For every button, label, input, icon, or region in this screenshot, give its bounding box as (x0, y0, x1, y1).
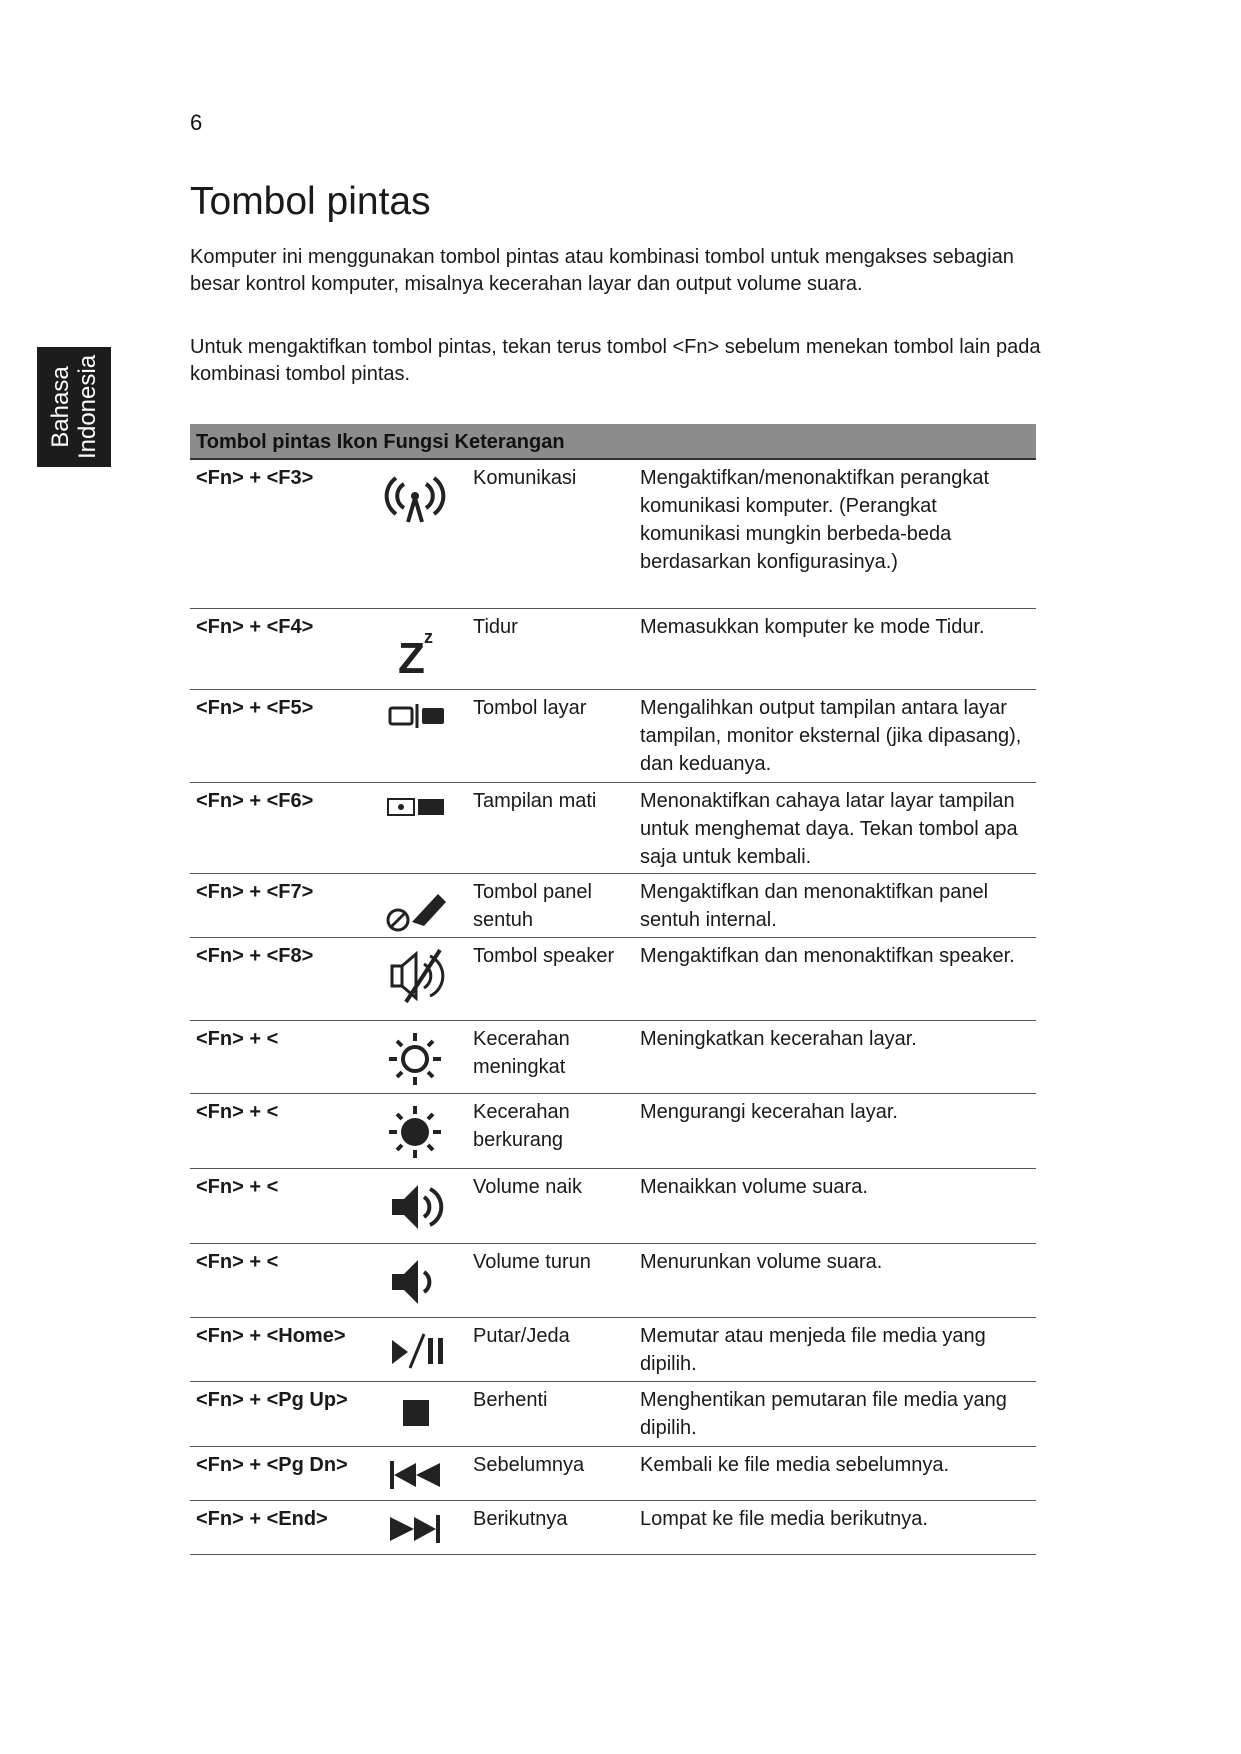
row-key: <Fn> + <F4> (196, 616, 314, 638)
display-switch-icon (380, 698, 450, 758)
row-function: Tombol panel sentuh (473, 881, 592, 931)
play-pause-icon (380, 1326, 450, 1386)
instruction-paragraph: Untuk mengaktifkan tombol pintas, tekan terus tombol <Fn> sebelum menekan tombol lain pada kombinasi tombol pintas. (190, 336, 1041, 385)
table-row (190, 1318, 1036, 1382)
row-description: Mengaktifkan dan menonaktifkan speaker. (640, 945, 1015, 967)
row-description: Meningkatkan kecerahan layar. (640, 1028, 917, 1050)
language-side-tab (37, 347, 111, 467)
brightness-up-icon (380, 1029, 450, 1089)
table-row (190, 1501, 1036, 1555)
row-description: Mengaktifkan dan menonaktifkan panel sentuh internal. (640, 881, 989, 931)
table-row (190, 783, 1036, 874)
row-function: Tidur (473, 616, 518, 638)
table-row (190, 1021, 1036, 1094)
row-key: <Fn> + < (196, 1028, 279, 1050)
row-description: Mengurangi kecerahan layar. (640, 1101, 898, 1123)
brightness-down-icon (380, 1102, 450, 1162)
row-function: Kecerahan meningkat (473, 1028, 570, 1078)
table-row (190, 938, 1036, 1021)
volume-up-icon (380, 1177, 450, 1237)
table-header: Tombol pintas Ikon Fungsi Keterangan (190, 424, 1036, 460)
table-row (190, 1244, 1036, 1318)
row-description: Menghentikan pemutaran file media yang dipilih. (640, 1389, 1007, 1439)
row-key: <Fn> + < (196, 1101, 279, 1123)
row-key: <Fn> + <End> (196, 1508, 328, 1530)
row-key: <Fn> + <F3> (196, 467, 314, 489)
table-row (190, 690, 1036, 783)
table-row (190, 460, 1036, 609)
row-description: Memasukkan komputer ke mode Tidur. (640, 616, 985, 638)
speaker-toggle-icon (380, 946, 450, 1006)
svg-text:z: z (424, 627, 433, 647)
row-function: Tombol layar (473, 697, 587, 719)
row-function: Tombol speaker (473, 945, 615, 967)
row-function: Volume turun (473, 1251, 591, 1273)
table-row (190, 1382, 1036, 1447)
stop-icon (380, 1390, 450, 1450)
row-key: <Fn> + <F8> (196, 945, 314, 967)
row-key: <Fn> + <Pg Up> (196, 1389, 348, 1411)
row-description: Menaikkan volume suara. (640, 1176, 868, 1198)
row-description: Kembali ke file media sebelumnya. (640, 1454, 950, 1476)
row-key: <Fn> + <F7> (196, 881, 314, 903)
table-row (190, 1447, 1036, 1501)
row-function: Volume naik (473, 1176, 582, 1198)
row-description: Menurunkan volume suara. (640, 1251, 883, 1273)
side-tab-line1: Bahasa (47, 366, 74, 448)
row-description: Mengaktifkan/menonaktifkan perangkat komunikasi komputer. (Perangkat komunikasi mungkin berbeda-beda berdasarkan konfigurasinya.) (640, 467, 990, 573)
wireless-icon (380, 468, 450, 528)
row-function: Tampilan mati (473, 790, 597, 812)
row-function: Berhenti (473, 1389, 548, 1411)
row-function: Komunikasi (473, 467, 577, 489)
row-description: Mengalihkan output tampilan antara layar tampilan, monitor eksternal (jika dipasang), dan keduanya. (640, 697, 1022, 775)
row-function: Sebelumnya (473, 1454, 585, 1476)
intro-paragraph: Komputer ini menggunakan tombol pintas atau kombinasi tombol untuk mengakses sebagian besar kontrol komputer, misalnya kecerahan layar dan output volume suara. (190, 246, 1014, 295)
row-key: <Fn> + <F5> (196, 697, 314, 719)
row-key: <Fn> + < (196, 1251, 279, 1273)
hotkey-table (190, 424, 1036, 1555)
next-track-icon (380, 1509, 450, 1569)
row-key: <Fn> + <Pg Dn> (196, 1454, 348, 1476)
table-row (190, 1169, 1036, 1244)
row-description: Menonaktifkan cahaya latar layar tampilan untuk menghemat daya. Tekan tombol apa saja untuk kembali. (640, 790, 1018, 868)
side-tab-line2: Indonesia (74, 354, 101, 460)
row-function: Putar/Jeda (473, 1325, 570, 1347)
table-row (190, 874, 1036, 938)
row-description: Lompat ke file media berikutnya. (640, 1508, 928, 1530)
page-title: Tombol pintas (190, 180, 431, 223)
row-function: Berikutnya (473, 1508, 568, 1530)
row-description: Memutar atau menjeda file media yang dipilih. (640, 1325, 986, 1375)
page-number: 6 (190, 110, 203, 135)
table-row (190, 1094, 1036, 1169)
touchpad-toggle-icon (380, 882, 450, 942)
row-key: <Fn> + <F6> (196, 790, 314, 812)
sleep-icon (380, 617, 450, 677)
table-row (190, 609, 1036, 690)
display-off-icon (380, 791, 450, 851)
row-key: <Fn> + <Home> (196, 1325, 346, 1347)
svg-text:Z: Z (398, 634, 425, 677)
row-function: Kecerahan berkurang (473, 1101, 570, 1151)
volume-down-icon (380, 1252, 450, 1312)
row-key: <Fn> + < (196, 1176, 279, 1198)
